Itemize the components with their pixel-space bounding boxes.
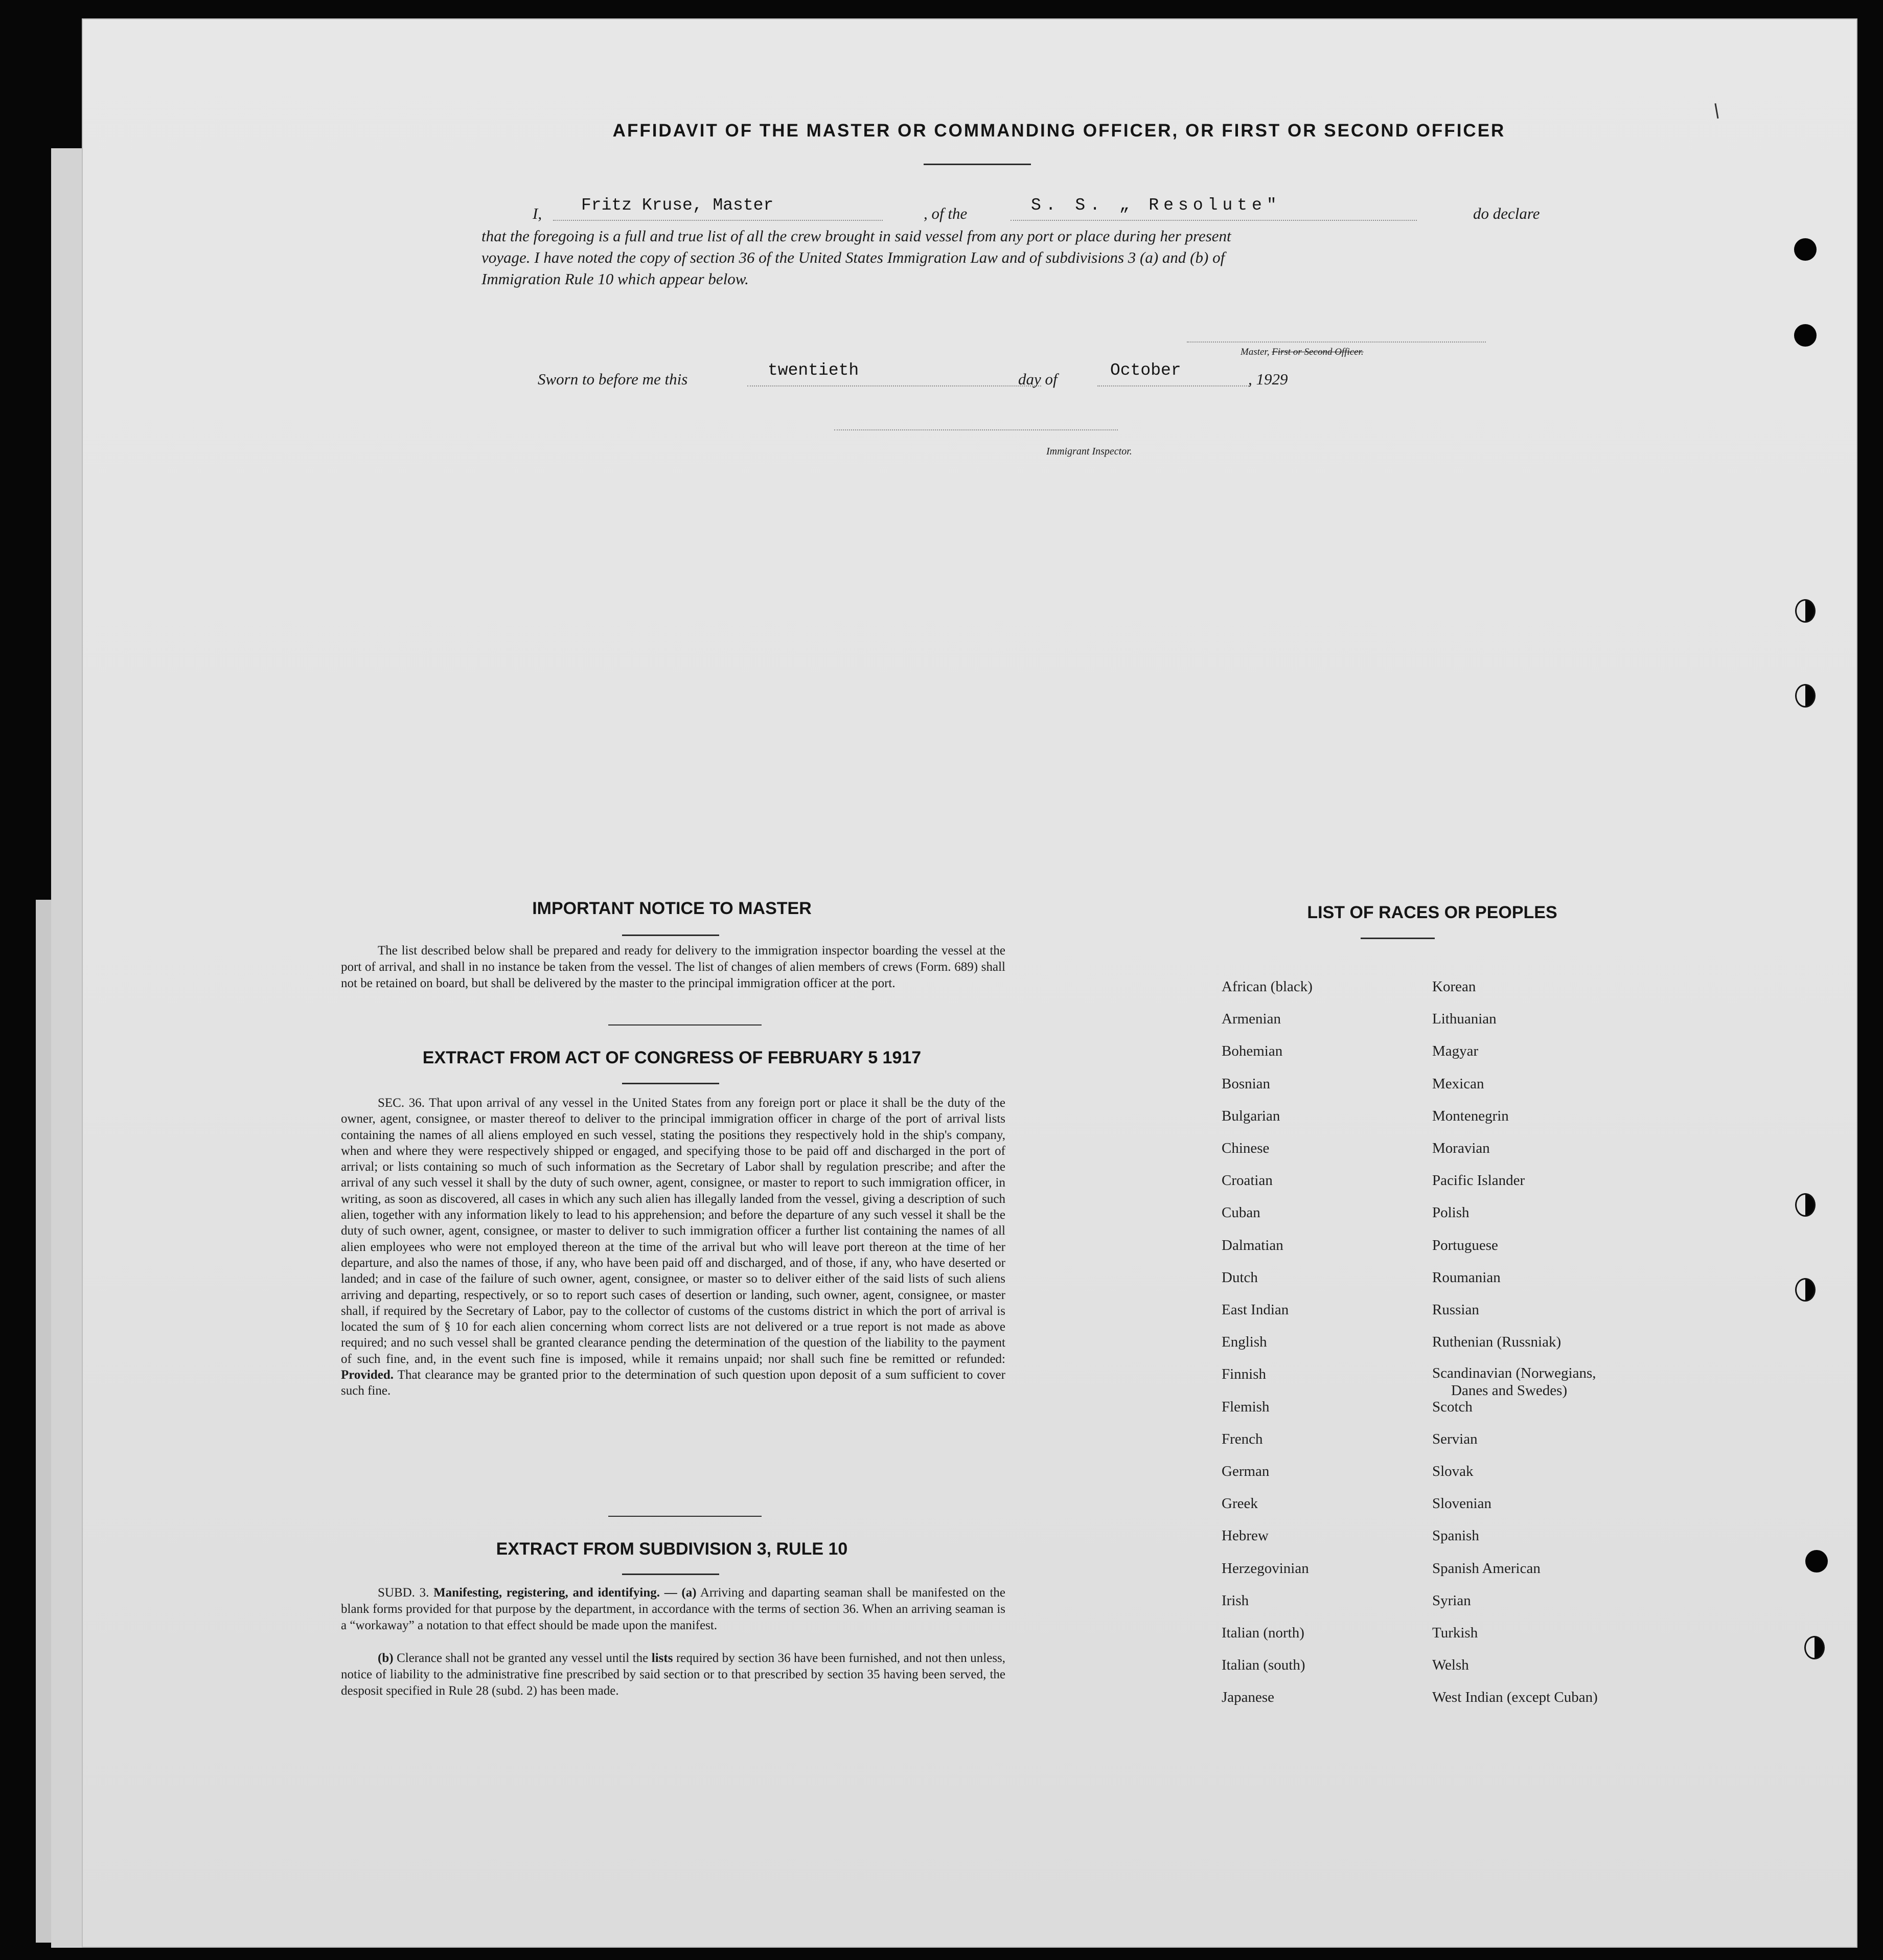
notice-divider bbox=[608, 1024, 762, 1025]
rule-a-label: (a) bbox=[681, 1586, 697, 1600]
act-body-text: SEC. 36. That upon arrival of any vessel in the United States from any foreign port or place it shall be the duty of the owner, agent, consignee, or master thereof to deliver to the principal immigration officer in charge of the port of arrival lists containing the names of all aliens employed en such vessel, stating the positions they respectively hold in the ship's company, when and where they were respectively shipped or engaged, and specifying those to be paid off and discharged in the port of arrival; or lists containing so much of such information as the Secretary of Labor shall by regulation prescribe; and after the arrival of any such vessel it shall by the duty of such owner, agent, consignee, or master to report to such immigration officer, in writing, as soon as discovered, all cases in which any such alien has illegally landed from the vessel, giving a description of such alien, together with any information likely to lead to his apprehension; and before the departure of any such vessel it shall be the duty of such owner, agent, consignee, or master to deliver to such immigration officer a further list containing the names of all alien employees who were not employed thereon at the time of the arrival but who will leave port thereon at the time of her departure, and also the names of those, if any, who have been paid off and discharged, and of those, if any, who have deserted or landed; and in case of the failure of such owner, agent, consignee, or master so to deliver either of the said lists of such aliens arriving and departing, respectively, or so to report such cases of desertion or landing, such owner, agent, consignee, or master shall, if required by the Secretary of Labor, pay to the collector of customs of the customs district in which the port of arrival is located the sum of § 10 for each alien concerning whom correct lists are not delivered or a true report is not made as above required; and no such vessel shall be granted clearance pending the determination of the question of the liability to the payment of such fine, and, in the event such fine is imposed, while it remains unpaid; nor shall such fine be remitted or refunded: bbox=[341, 1096, 1005, 1366]
binder-hole bbox=[1794, 324, 1817, 347]
binder-hole bbox=[1804, 1636, 1825, 1659]
master-label: Master, bbox=[1241, 347, 1270, 357]
race-item: West Indian (except Cuban) bbox=[1432, 1689, 1598, 1706]
rule-heading: Manifesting, registering, and identifying. bbox=[433, 1586, 660, 1600]
race-item: Herzegovinian bbox=[1222, 1560, 1309, 1577]
document-page bbox=[82, 18, 1857, 1948]
race-item: Korean bbox=[1432, 978, 1476, 995]
rule-b-text-1: Clerance shall not be granted any vessel until the bbox=[397, 1651, 649, 1665]
race-item: Scotch bbox=[1432, 1398, 1473, 1415]
race-item: English bbox=[1222, 1334, 1267, 1351]
master-signature-label bbox=[1241, 347, 1364, 358]
rule-a-text: Arriving and daparting seaman shall be manifested on the blank forms provided for that purpose by the department, in accordance with the terms of section 36. When an arriving seaman is a “workaway” a notation to that effect should be made upon the manifest. bbox=[341, 1586, 1005, 1632]
race-item: Greek bbox=[1222, 1495, 1258, 1512]
of-the-label: , of the bbox=[924, 204, 968, 222]
race-item: Hebrew bbox=[1222, 1528, 1269, 1544]
sworn-month-line bbox=[1097, 385, 1251, 386]
race-item: Magyar bbox=[1432, 1043, 1479, 1060]
rule-b-text-2: required by section 36 have been furnished, and not then unless, notice of liability to the administrative fine prescribed by said section or to that prescribed by section 35 having been served, the desposit specified in Rule 28 (subd. 2) has been made. bbox=[341, 1651, 1006, 1698]
sworn-year: , 1929 bbox=[1248, 370, 1288, 388]
rule-title-rule bbox=[622, 1574, 719, 1575]
inspector-label: Immigrant Inspector. bbox=[1046, 446, 1132, 457]
binder-hole bbox=[1795, 684, 1816, 708]
do-declare-label: do declare bbox=[1473, 204, 1540, 222]
race-item: Bulgarian bbox=[1222, 1107, 1280, 1124]
rule-b-lists: lists bbox=[651, 1651, 673, 1665]
race-item: Dalmatian bbox=[1222, 1237, 1283, 1254]
race-item: Japanese bbox=[1222, 1689, 1275, 1706]
affidavit-line-3: voyage. I have noted the copy of section 36 of the United States Immigration Law and of subdivisions 3 (a) and (b) of bbox=[481, 248, 1225, 266]
race-item: African (black) bbox=[1222, 978, 1313, 995]
race-item: Scandinavian (Norwegians, bbox=[1432, 1365, 1596, 1382]
race-item: Russian bbox=[1432, 1302, 1479, 1318]
race-item: Chinese bbox=[1222, 1140, 1270, 1156]
races-title: LIST OF RACES OR PEOPLES bbox=[1307, 903, 1557, 922]
rule-dash: — bbox=[664, 1586, 677, 1600]
race-item: Slovenian bbox=[1432, 1495, 1491, 1512]
rule-b-label: (b) bbox=[378, 1651, 394, 1665]
affidavit-line-2: that the foregoing is a full and true list of all the crew brought in said vessel from any port or place during her present bbox=[481, 227, 1231, 245]
race-item: Italian (north) bbox=[1222, 1625, 1304, 1641]
race-item: Portuguese bbox=[1432, 1237, 1498, 1254]
race-item: Lithuanian bbox=[1432, 1011, 1497, 1028]
race-item: Syrian bbox=[1432, 1592, 1471, 1609]
race-item: Danes and Swedes) bbox=[1451, 1382, 1568, 1399]
master-signature-line bbox=[1187, 341, 1486, 343]
race-item: East Indian bbox=[1222, 1302, 1289, 1318]
vessel-line bbox=[1011, 220, 1417, 221]
race-item: Dutch bbox=[1222, 1269, 1258, 1286]
races-title-rule bbox=[1361, 938, 1435, 939]
declarant-name: Fritz Kruse, Master bbox=[581, 196, 774, 215]
rule-subd: SUBD. 3. bbox=[378, 1586, 429, 1600]
race-item: Cuban bbox=[1222, 1204, 1260, 1221]
act-title-rule bbox=[622, 1083, 719, 1084]
affidavit-title: AFFIDAVIT OF THE MASTER OR COMMANDING OFFICER, OR FIRST OR SECOND OFFICER bbox=[612, 121, 1506, 141]
race-item: Bohemian bbox=[1222, 1043, 1283, 1060]
act-body-end: That clearance may be granted prior to the determination of such question upon deposit of a sum sufficient to cover such fine. bbox=[341, 1368, 1005, 1398]
struck-officer-label: First or Second Officer. bbox=[1272, 347, 1364, 357]
race-item: German bbox=[1222, 1463, 1270, 1479]
race-item: Ruthenian (Russniak) bbox=[1432, 1334, 1561, 1351]
act-title: EXTRACT FROM ACT OF CONGRESS OF FEBRUARY 5 1917 bbox=[422, 1048, 922, 1067]
day-of-label: day of bbox=[1018, 370, 1058, 388]
race-item: Pacific Islander bbox=[1432, 1172, 1525, 1189]
race-item: Mexican bbox=[1432, 1075, 1484, 1092]
affidavit-title-rule bbox=[924, 164, 1031, 165]
binder-hole bbox=[1805, 1550, 1828, 1572]
rule-b-paragraph bbox=[341, 1650, 1005, 1699]
affidavit-line-4: Immigration Rule 10 which appear below. bbox=[481, 270, 749, 288]
race-item: Italian (south) bbox=[1222, 1657, 1305, 1674]
sworn-label: Sworn to before me this bbox=[538, 370, 688, 388]
race-item: Turkish bbox=[1432, 1625, 1478, 1641]
race-item: Moravian bbox=[1432, 1140, 1490, 1156]
notice-title-rule bbox=[622, 935, 719, 936]
binder-hole bbox=[1795, 599, 1816, 623]
sworn-day: twentieth bbox=[768, 361, 859, 380]
sworn-day-line bbox=[747, 385, 1041, 386]
affidavit-pronoun: I, bbox=[533, 204, 542, 222]
binder-hole bbox=[1795, 1278, 1816, 1302]
notice-title: IMPORTANT NOTICE TO MASTER bbox=[532, 899, 812, 918]
race-item: Montenegrin bbox=[1432, 1107, 1509, 1124]
race-item: Slovak bbox=[1432, 1463, 1474, 1479]
race-item: Roumanian bbox=[1432, 1269, 1501, 1286]
act-provided: Provided. bbox=[341, 1368, 394, 1382]
race-item: Welsh bbox=[1432, 1657, 1469, 1674]
race-item: Finnish bbox=[1222, 1366, 1267, 1383]
declarant-line bbox=[553, 220, 883, 221]
act-divider bbox=[608, 1516, 762, 1517]
race-item: Bosnian bbox=[1222, 1075, 1271, 1092]
race-item: Armenian bbox=[1222, 1011, 1281, 1028]
sworn-month: October bbox=[1110, 361, 1181, 380]
race-item: Spanish American bbox=[1432, 1560, 1541, 1577]
binder-hole bbox=[1794, 238, 1817, 261]
race-item: Servian bbox=[1432, 1430, 1478, 1447]
race-item: Irish bbox=[1222, 1592, 1249, 1609]
notice-body: The list described below shall be prepared and ready for delivery to the immigration inspector boarding the vessel at the port of arrival, and shall in no instance be taken from the vessel. The list of changes of alien members of crews (Form. 689) shall not be retained on board, but shall be delivered by the master to the principal immigration officer at the port. bbox=[341, 944, 1005, 990]
inspector-signature-line bbox=[834, 429, 1118, 430]
race-item: Croatian bbox=[1222, 1172, 1273, 1189]
rule-title: EXTRACT FROM SUBDIVISION 3, RULE 10 bbox=[496, 1539, 848, 1559]
tick-mark bbox=[1714, 103, 1718, 119]
binder-hole bbox=[1795, 1193, 1816, 1217]
race-item: Flemish bbox=[1222, 1398, 1270, 1415]
race-item: French bbox=[1222, 1430, 1263, 1447]
race-item: Polish bbox=[1432, 1204, 1469, 1221]
rule-a-paragraph bbox=[341, 1585, 1005, 1634]
vessel-name: S. S. „ Resolute" bbox=[1031, 196, 1281, 215]
act-body bbox=[341, 1095, 1005, 1399]
race-item: Spanish bbox=[1432, 1528, 1479, 1544]
